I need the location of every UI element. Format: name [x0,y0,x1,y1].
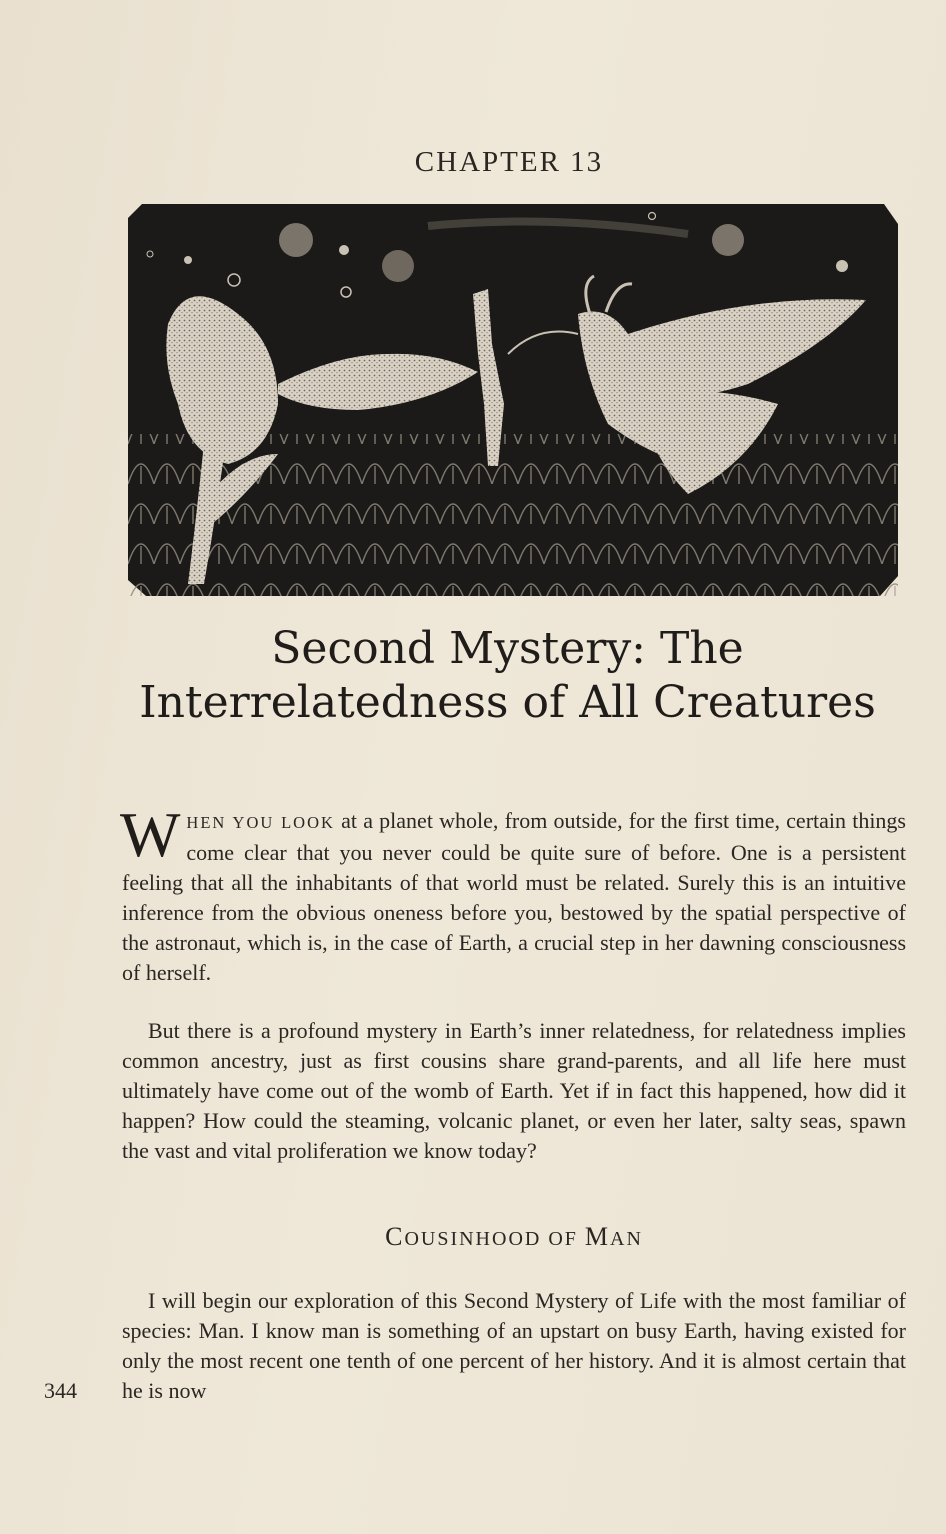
small-caps-lead: HEN YOU LOOK [186,813,335,832]
paragraph-3: I will begin our exploration of this Second Mystery of Life with the most familiar of species: Man. I know man is something of an upstart on busy Earth, having existed for only the most recent one tenth of one percent of her history. And it is almost certain that he is now [122,1288,906,1403]
page-number: 344 [44,1378,77,1403]
chapter-title [100,622,915,730]
chapter-title-line2: Interrelatedness of All Creatures [139,677,876,728]
section-heading-cap1: C [385,1222,405,1251]
section-heading-rest1: OUSINHOOD OF [404,1228,585,1250]
drop-cap: W [120,799,181,870]
chapter-title-line1: Second Mystery: The [271,623,744,674]
section-heading-rest2: AN [610,1228,643,1250]
paragraph-1-text: at a planet whole, from outside, for the first time, certain things come clear that you never could be quite sure of before. One is a persistent feeling that all the inhabitants of that world must be related. Surely this is an intuitive inference from the obvious oneness before you, bestowed by the spatial perspective of the astronaut, which is, in the case of Earth, a crucial step in her dawning consciousness of herself. [122,808,906,985]
chapter-heading: CHAPTER 13 [414,146,604,178]
section-heading [122,1222,906,1252]
moth-and-flower-illustration [128,204,898,596]
section-heading-cap2: M [584,1222,611,1251]
paragraph-1 [120,799,906,987]
paragraph-2: But there is a profound mystery in Earth’s inner relatedness, for relatedness implies common ancestry, just as first cousins share grand-parents, and all life here must ultimately have come out of the womb of Earth. Yet if in fact this happened, how did it happen? How could the steaming, volcanic planet, or even her later, salty seas, spawn the vast and vital proliferation we know today? [122,1018,906,1163]
